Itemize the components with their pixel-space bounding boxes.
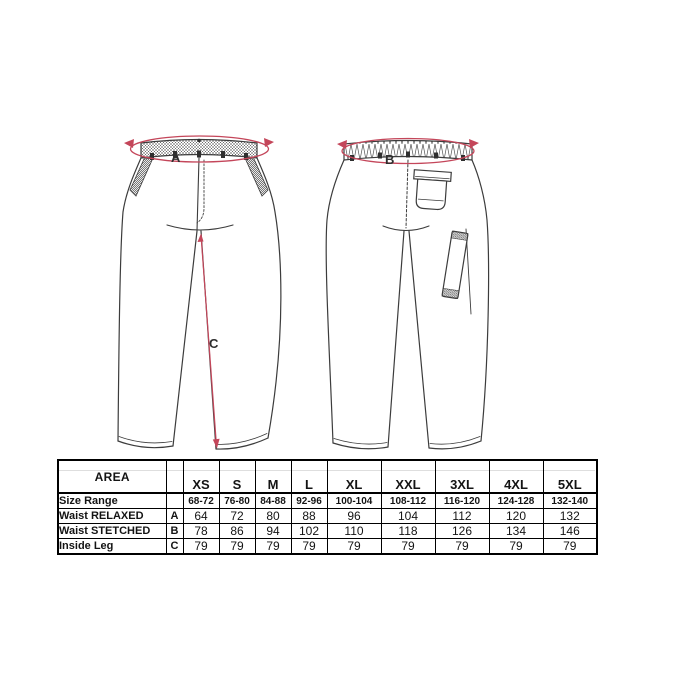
back-right-inseam [409, 231, 429, 448]
size-header-cell: 5XL [543, 460, 597, 493]
back-right-outseam [472, 160, 489, 441]
value-cell: 79 [291, 539, 327, 555]
front-fly-seam [197, 158, 199, 231]
row-code-cell: A [166, 509, 183, 524]
arrow-icon [469, 139, 479, 148]
value-cell: 78 [183, 524, 219, 539]
value-cell: 84-88 [255, 493, 291, 509]
value-cell: 79 [255, 539, 291, 555]
value-cell: 79 [435, 539, 489, 555]
value-cell: 124-128 [489, 493, 543, 509]
value-cell: 79 [381, 539, 435, 555]
arrow-icon [337, 140, 347, 149]
back-left-hem-stitch [334, 439, 387, 445]
table-row [58, 509, 597, 524]
value-cell: 88 [291, 509, 327, 524]
value-cell: 76-80 [219, 493, 255, 509]
back-right-hem-stitch [430, 437, 480, 445]
arrow-icon [124, 139, 134, 148]
value-cell: 68-72 [183, 493, 219, 509]
row-code-cell: B [166, 524, 183, 539]
row-label-cell: Waist RELAXED [58, 509, 166, 524]
table-row [58, 493, 597, 509]
size-header-cell: S [219, 460, 255, 493]
value-cell: 94 [255, 524, 291, 539]
value-cell: 116-120 [435, 493, 489, 509]
value-cell: 102 [291, 524, 327, 539]
front-view-drawing [118, 136, 281, 449]
back-left-outseam [326, 160, 344, 443]
back-waist-label: B [385, 152, 395, 167]
row-code-cell [166, 493, 183, 509]
value-cell: 79 [543, 539, 597, 555]
back-cargo-pocket [442, 231, 468, 299]
front-crotch-curve [167, 225, 233, 230]
value-cell: 112 [435, 509, 489, 524]
back-view-drawing [326, 139, 488, 449]
value-cell: 96 [327, 509, 381, 524]
table-header-row [58, 460, 597, 493]
size-header-cell: XXL [381, 460, 435, 493]
value-cell: 79 [489, 539, 543, 555]
front-left-inseam [173, 231, 197, 446]
table-row [58, 524, 597, 539]
size-header-cell: 3XL [435, 460, 489, 493]
value-cell: 79 [219, 539, 255, 555]
size-header-cell: XS [183, 460, 219, 493]
back-left-inseam [388, 231, 404, 447]
value-cell: 104 [381, 509, 435, 524]
size-header-cell: 4XL [489, 460, 543, 493]
value-cell: 134 [489, 524, 543, 539]
front-right-outseam [257, 158, 281, 438]
value-cell: 72 [219, 509, 255, 524]
inseam-label: C [209, 336, 219, 351]
value-cell: 132-140 [543, 493, 597, 509]
front-waist-button [197, 139, 201, 143]
value-cell: 80 [255, 509, 291, 524]
value-cell: 120 [489, 509, 543, 524]
value-cell: 79 [183, 539, 219, 555]
front-right-hem-stitch [217, 434, 267, 445]
front-left-hem-stitch [119, 437, 172, 443]
code-header-cell [166, 460, 183, 493]
size-table [57, 459, 598, 555]
value-cell: 118 [381, 524, 435, 539]
value-cell: 79 [327, 539, 381, 555]
size-table-body [58, 493, 597, 554]
front-left-hem [118, 441, 173, 448]
size-header-cell: XL [327, 460, 381, 493]
row-label-cell: Inside Leg [58, 539, 166, 555]
arrow-icon [198, 234, 204, 243]
value-cell: 146 [543, 524, 597, 539]
size-header-cell: M [255, 460, 291, 493]
value-cell: 108-112 [381, 493, 435, 509]
front-left-outseam [118, 158, 141, 441]
arrow-icon [264, 138, 274, 147]
front-waist-label: A [171, 150, 181, 165]
size-header-cell: L [291, 460, 327, 493]
table-row [58, 539, 597, 555]
area-header-cell: AREA [58, 460, 166, 493]
row-code-cell: C [166, 539, 183, 555]
back-center-seam [406, 160, 408, 228]
value-cell: 110 [327, 524, 381, 539]
value-cell: 92-96 [291, 493, 327, 509]
value-cell: 86 [219, 524, 255, 539]
value-cell: 132 [543, 509, 597, 524]
value-cell: 100-104 [327, 493, 381, 509]
back-right-hem [429, 441, 481, 449]
value-cell: 64 [183, 509, 219, 524]
row-label-cell: Size Range [58, 493, 166, 509]
value-cell: 126 [435, 524, 489, 539]
row-label-cell: Waist STETCHED [58, 524, 166, 539]
front-right-hem [216, 438, 268, 449]
back-patch-pocket [412, 170, 452, 210]
